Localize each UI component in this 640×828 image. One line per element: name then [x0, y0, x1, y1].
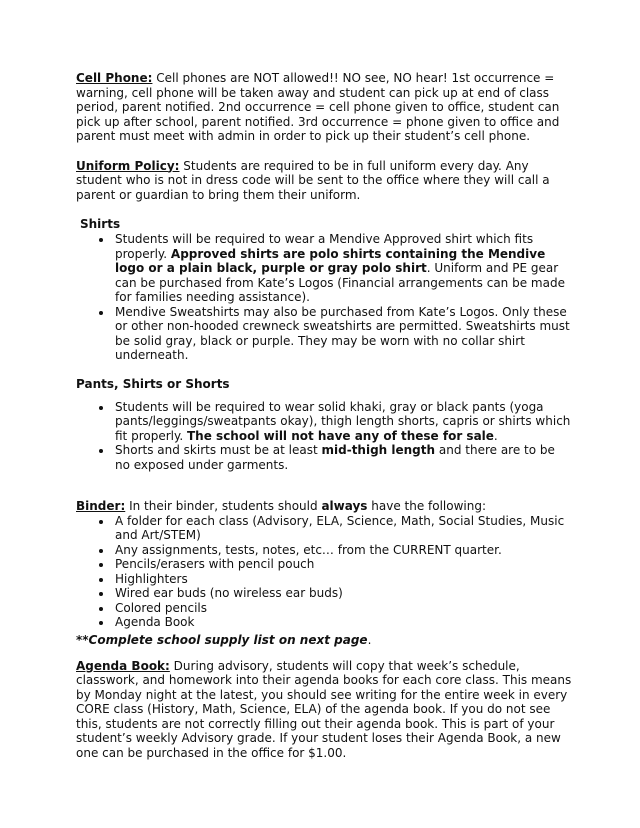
shirts-list: [76, 232, 572, 363]
cell-phone-text: Cell phones are NOT allowed!! NO see, NO hear! 1st occurrence = warning, cell phone will be taken away and student can pick up at end of class period, parent notified. 2nd occurrence = cell phone given to office, student can pick up after school, parent notified. 3rd occurrence = phone given to office and parent must meet with admin in order to pick up their student’s cell phone.: [76, 71, 560, 143]
list-item: • Colored pencils: [113, 601, 572, 616]
pants-title: Pants, Shirts or Shorts: [76, 376, 230, 391]
agenda-book-section: [76, 659, 572, 761]
shirts-title: Shirts: [80, 217, 121, 231]
pants-item-1-end: .: [493, 428, 498, 443]
pants-item-2-end: and there are to be no exposed under garments.: [115, 443, 555, 472]
cell-phone-section: [76, 71, 572, 144]
list-item: [113, 443, 572, 472]
supply-list-note-text: **Complete school supply list on next page: [76, 632, 368, 647]
uniform-policy-text: Students are required to be in full uniform every day. Any student who is not in dress code will be sent to the office where they will call a parent or guardian to bring them their uniform.: [76, 158, 550, 202]
list-item: [113, 305, 572, 363]
shirts-item-1-end: . Uniform and PE gear can be purchased from Kate’s Logos (Financial arrangements can be made for families needing assistance).: [115, 261, 565, 304]
binder-text-end: have the following:: [367, 499, 487, 513]
agenda-book-text: During advisory, students will copy that week’s schedule, classwork, and homework into their agenda books for each core class. This means by Monday night at the latest, you should see writing for the entire week in every CORE class (History, Math, Science, ELA) of the agenda book. If you do not see this, students are not correctly filling out their agenda book. This is part of your student’s weekly Advisory grade. If your student loses their Agenda Book, a new one can be purchased in the office for $1.00.: [76, 658, 572, 760]
uniform-policy-section: [76, 159, 572, 203]
document-page: [76, 71, 572, 760]
supply-list-note-end: .: [367, 632, 372, 647]
uniform-policy-heading: Uniform Policy:: [76, 158, 180, 173]
agenda-book-heading: Agenda Book:: [76, 658, 170, 673]
pants-item-1-bold: The school will not have any of these for sale: [187, 428, 494, 443]
binder-text: In their binder, students should: [125, 499, 322, 513]
list-item: • Pencils/erasers with pencil pouch: [113, 557, 572, 572]
binder-heading: Binder:: [76, 499, 126, 513]
supply-list-note: [76, 633, 572, 647]
shirts-item-1-text: Students will be required to wear a Mendive Approved shirt which fits properly.: [115, 232, 534, 261]
list-item: [113, 232, 572, 305]
pants-item-2-bold: mid-thigh length: [321, 443, 436, 457]
shirts-item-2-text: Mendive Sweatshirts may also be purchased from Kate’s Logos. Only these or other non-hooded crewneck sweatshirts are permitted. Sweatshirts must be solid gray, black or purple. They may be worn with no collar shirt underneath.: [115, 304, 570, 362]
cell-phone-heading: Cell Phone:: [76, 71, 153, 85]
list-item: • A folder for each class (Advisory, ELA, Science, Math, Social Studies, Music and Art/STEM): [113, 514, 572, 543]
binder-text-bold: always: [321, 499, 368, 513]
list-item: [113, 400, 572, 444]
pants-item-1-text: Students will be required to wear solid khaki, gray or black pants (yoga pants/leggings/sweatpants okay), thigh length shorts, capris or shirts which fit properly.: [115, 399, 571, 443]
list-item: • Highlighters: [113, 572, 572, 587]
list-item: • Any assignments, tests, notes, etc… from the CURRENT quarter.: [113, 543, 572, 558]
pants-item-2-text: Shorts and skirts must be at least: [115, 443, 322, 457]
shirts-item-1-bold: Approved shirts are polo shirts containing the Mendive logo or a plain black, purple or gray polo shirt: [115, 246, 546, 275]
list-item: • Agenda Book: [113, 615, 572, 630]
pants-list: [76, 400, 572, 473]
binder-section: [76, 499, 572, 514]
list-item: • Wired ear buds (no wireless ear buds): [113, 586, 572, 601]
binder-list: [76, 514, 572, 630]
